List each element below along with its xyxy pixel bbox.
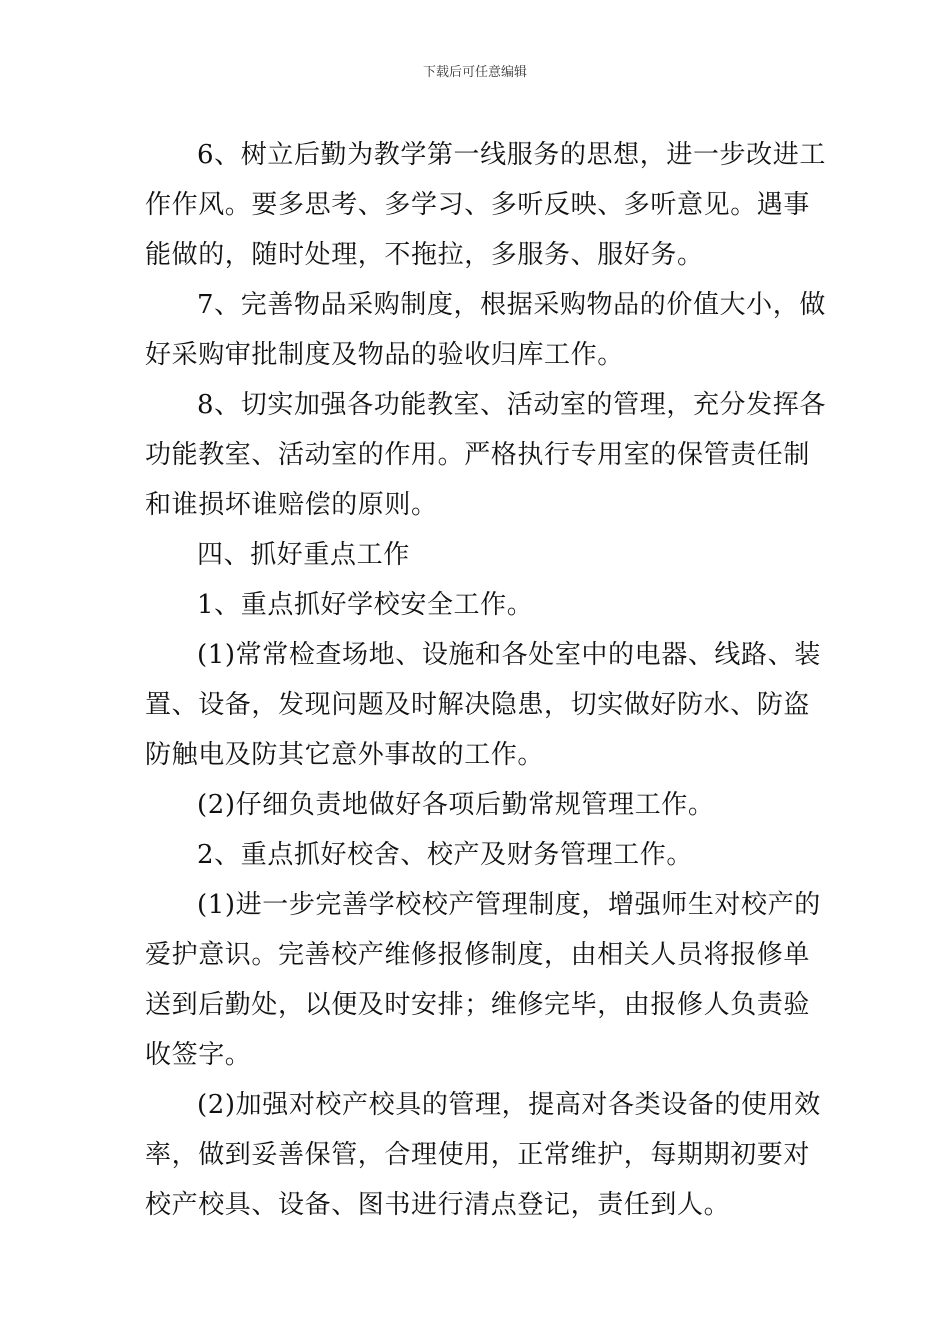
- paragraph-sub-1-1: [145, 630, 821, 780]
- section-heading: [145, 530, 810, 580]
- text-line: 爱护意识。完善校产维修报修制度，由相关人员将报修单: [145, 940, 811, 970]
- text-line: 7、完善物品采购制度，根据采购物品的价值大小，做: [197, 290, 826, 320]
- text-line: 能做的，随时处理，不拖拉，多服务、服好务。: [145, 240, 704, 270]
- paragraph-item-6: [145, 130, 826, 280]
- text-line: 作作风。要多思考、多学习、多听反映、多听意见。遇事: [145, 190, 811, 220]
- text-line: (2)加强对校产校具的管理，提高对各类设备的使用效: [197, 1090, 821, 1120]
- text-line: 防触电及防其它意外事故的工作。: [145, 740, 545, 770]
- paragraph-sub-1-2: [145, 780, 810, 830]
- text-line: (1)常常检查场地、设施和各处室中的电器、线路、装: [197, 640, 821, 670]
- subsection-heading-2: [145, 830, 810, 880]
- text-line: 好采购审批制度及物品的验收归库工作。: [145, 340, 624, 370]
- text-line: 送到后勤处，以便及时安排；维修完毕，由报修人负责验: [145, 990, 811, 1020]
- document-body: [145, 130, 826, 1230]
- text-line: 率，做到妥善保管，合理使用，正常维护，每期期初要对: [145, 1140, 811, 1170]
- paragraph-sub-2-1: [145, 880, 821, 1080]
- text-line: 收签字。: [145, 1040, 252, 1070]
- paragraph-item-8: [145, 380, 826, 530]
- text-line: (2)仔细负责地做好各项后勤常规管理工作。: [197, 790, 715, 820]
- paragraph-item-7: [145, 280, 826, 380]
- text-line: 和谁损坏谁赔偿的原则。: [145, 490, 438, 520]
- text-line: 6、树立后勤为教学第一线服务的思想，进一步改进工: [197, 140, 826, 170]
- page-header: 下载后可任意编辑: [422, 65, 527, 80]
- subsection-heading-1: [145, 580, 810, 630]
- text-line: 功能教室、活动室的作用。严格执行专用室的保管责任制: [145, 440, 811, 470]
- paragraph-sub-2-2: [145, 1080, 821, 1230]
- text-line: 置、设备，发现问题及时解决隐患，切实做好防水、防盗: [145, 690, 811, 720]
- text-line: 四、抓好重点工作: [197, 540, 410, 570]
- text-line: 校产校具、设备、图书进行清点登记，责任到人。: [145, 1190, 731, 1220]
- text-line: 8、切实加强各功能教室、活动室的管理，充分发挥各: [197, 390, 826, 420]
- text-line: (1)进一步完善学校校产管理制度，增强师生对校产的: [197, 890, 821, 920]
- text-line: 2、重点抓好校舍、校产及财务管理工作。: [197, 840, 693, 870]
- text-line: 1、重点抓好学校安全工作。: [197, 590, 534, 620]
